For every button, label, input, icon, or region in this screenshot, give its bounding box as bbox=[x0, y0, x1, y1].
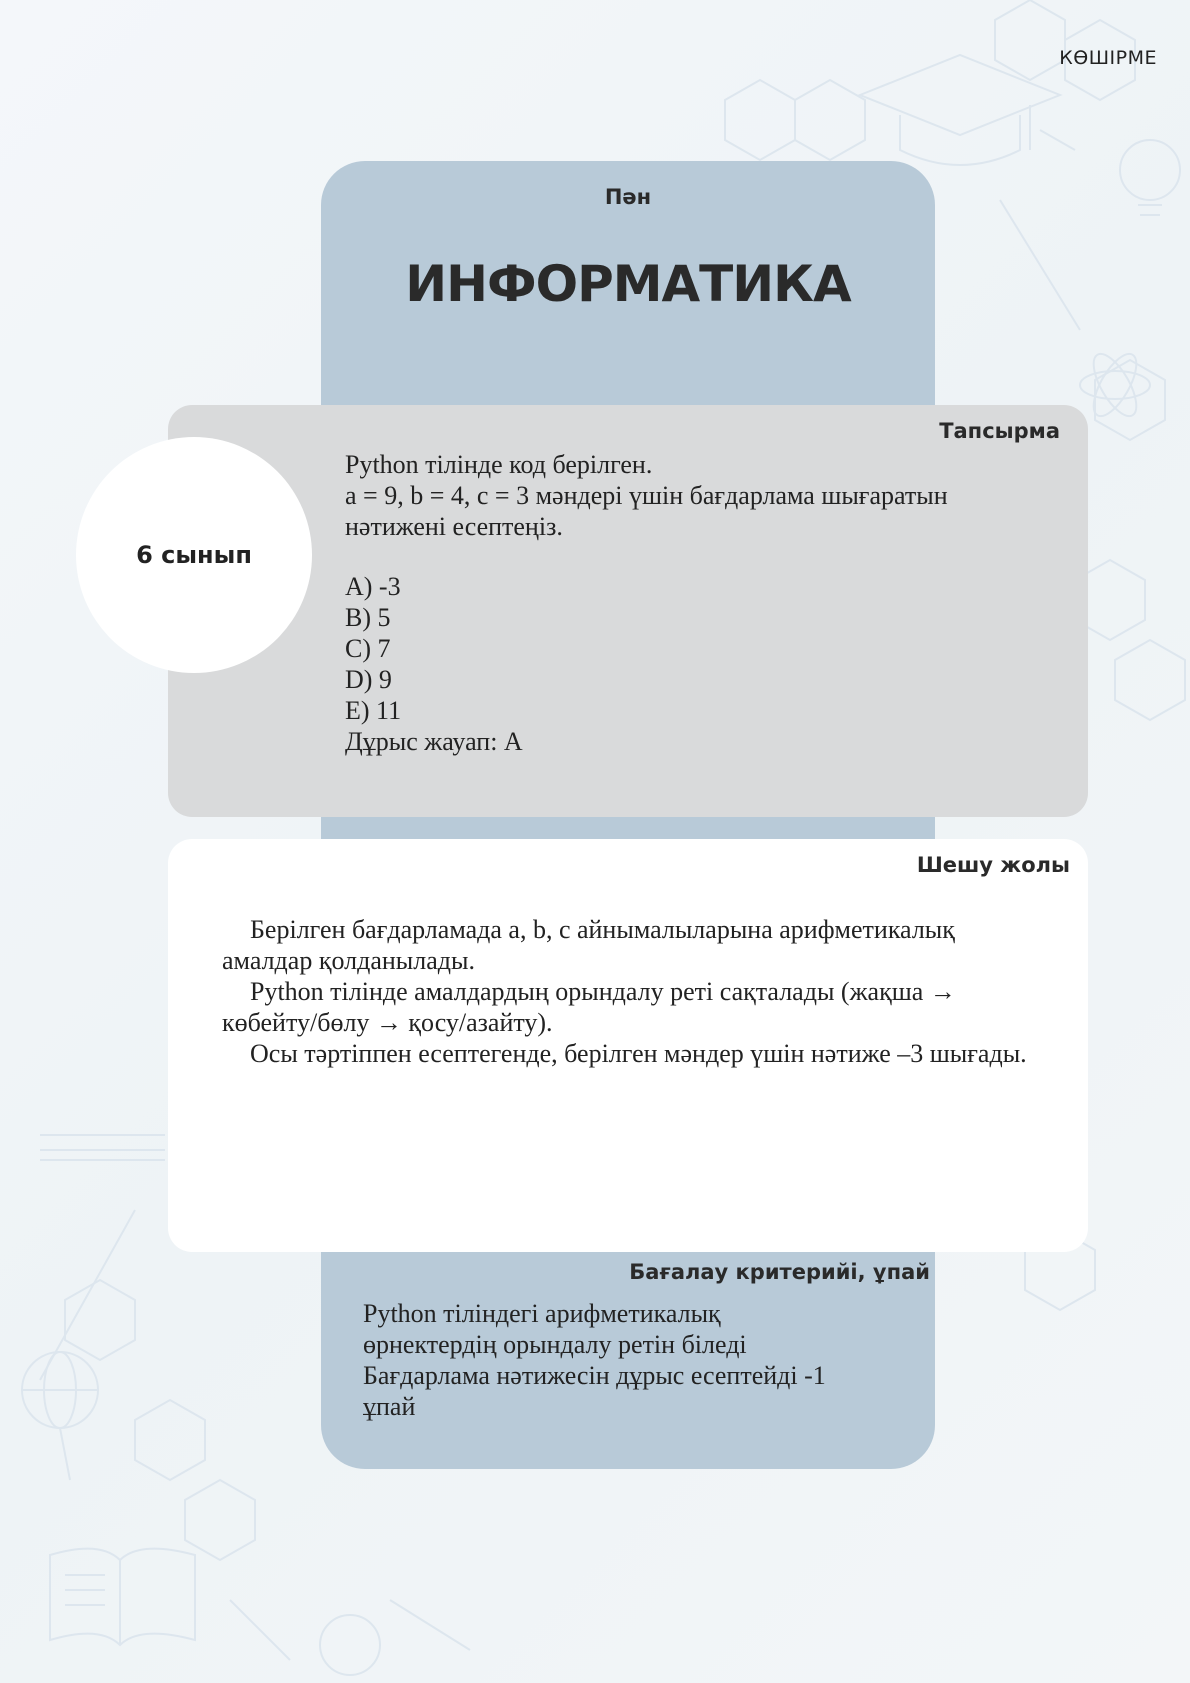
grade-badge bbox=[76, 437, 312, 673]
globe-icon bbox=[22, 1352, 98, 1480]
grade-label: 6 сынып bbox=[136, 541, 252, 569]
solution-body bbox=[222, 914, 1042, 1069]
criteria-line: өрнектердің орындалу ретін біледі bbox=[363, 1330, 747, 1359]
criteria-body bbox=[363, 1298, 883, 1422]
task-line: Python тілінде код берілген. bbox=[345, 450, 653, 479]
graduation-cap-icon bbox=[860, 55, 1075, 165]
task-heading: Тапсырма bbox=[939, 419, 1060, 443]
answer-option-a: A) -3 bbox=[345, 572, 401, 601]
lightbulb-icon bbox=[1120, 140, 1180, 215]
solution-paragraph: Python тілінде амалдардың орындалу реті сақталады (жақша → көбейту/бөлу → қосу/азайту). bbox=[222, 977, 956, 1037]
task-line: нәтижені есептеңіз. bbox=[345, 512, 563, 541]
task-card bbox=[168, 405, 1088, 817]
solution-heading: Шешу жолы bbox=[916, 853, 1070, 877]
task-body bbox=[345, 449, 1045, 757]
task-line: a = 9, b = 4, c = 3 мәндері үшін бағдарлама шығаратын bbox=[345, 481, 948, 510]
answer-option-e: E) 11 bbox=[345, 696, 402, 725]
subject-label: Пән bbox=[604, 185, 652, 209]
correct-answer: Дұрыс жауап: А bbox=[345, 727, 523, 756]
solution-card bbox=[168, 839, 1088, 1252]
answer-option-c: C) 7 bbox=[345, 634, 391, 663]
answer-option-d: D) 9 bbox=[345, 665, 392, 694]
solution-paragraph: Осы тәртіппен есептегенде, берілген мәндер үшін нәтиже –3 шығады. bbox=[250, 1039, 1027, 1068]
atom-icon bbox=[1080, 348, 1150, 423]
criteria-line: ұпай bbox=[363, 1392, 416, 1421]
solution-paragraph: Берілген бағдарламада a, b, c айнымалыларына арифметикалық амалдар қолданылады. bbox=[222, 915, 955, 975]
criteria-line: Бағдарлама нәтижесін дұрыс есептейді -1 bbox=[363, 1361, 826, 1390]
subject-title: ИНФОРМАТИКА bbox=[405, 255, 851, 313]
criteria-heading: Бағалау критерийі, ұпай bbox=[629, 1260, 930, 1284]
answer-option-b: B) 5 bbox=[345, 603, 391, 632]
criteria-line: Python тіліндегі арифметикалық bbox=[363, 1299, 721, 1328]
copy-watermark: КӨШІРМЕ bbox=[1059, 47, 1157, 69]
open-book-icon bbox=[50, 1549, 195, 1645]
